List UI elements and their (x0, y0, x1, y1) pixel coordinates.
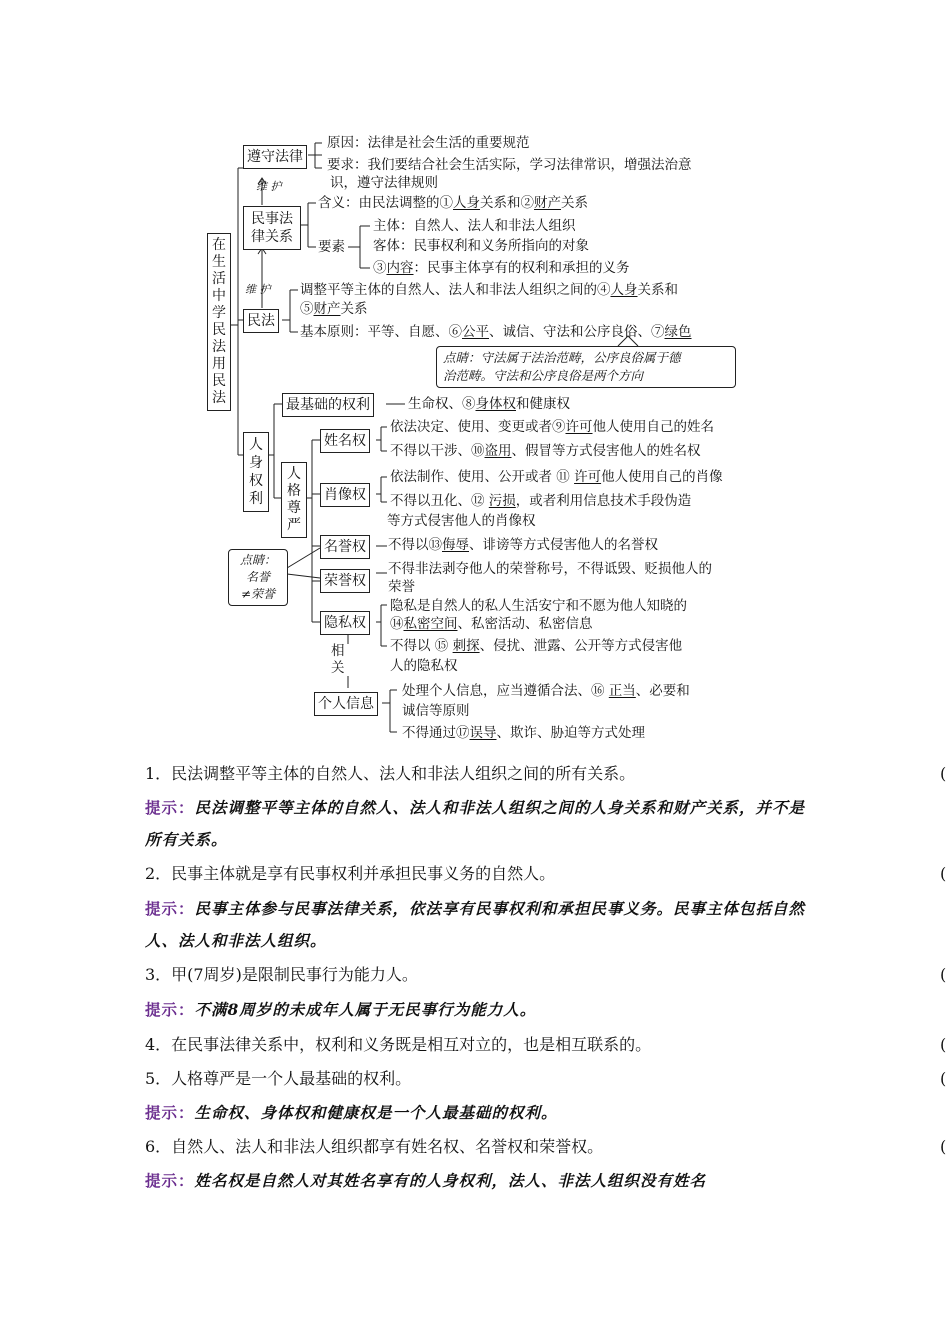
honor-right-box: 荣誉权 (320, 569, 370, 593)
maintain-label-1: 维 护 (256, 180, 282, 193)
obey-law-requirement-2: 识，遵守法律规则 (330, 175, 438, 191)
element-object: 客体：民事权利和义务所指向的对象 (373, 238, 589, 254)
civil-law-adjust-2: ⑤财产关系 (300, 301, 368, 317)
answer-paren-2: ( (940, 864, 947, 883)
name-right-box: 姓名权 (320, 429, 370, 453)
reputation-right-box: 名誉权 (320, 535, 370, 559)
answer-paren-1: ( (940, 764, 947, 783)
civil-law-principles: 基本原则：平等、自愿、⑥公平、诚信、守法和公序良俗、⑦绿色 (300, 324, 692, 340)
personal-info-box: 个人信息 (314, 692, 378, 716)
privacy-right-3: 不得以 ⑮ 刺探、侵扰、泄露、公开等方式侵害他 (390, 638, 683, 654)
repute-honor-note: 点睛： 名誉 ≠荣誉 (228, 549, 288, 606)
question-1: 1．民法调整平等主体的自然人、法人和非法人组织之间的所有关系。 (145, 764, 636, 783)
related-label: 相关 (331, 643, 345, 676)
dignity-box: 人格尊严 (281, 462, 307, 538)
maintain-label-2: 维 护 (245, 283, 271, 296)
hint-1: 提示：民法调整平等主体的自然人、法人和非法人组织之间的人身关系和财产关系，并不是所有关系。 (145, 798, 806, 849)
honor-right-1: 不得非法剥夺他人的荣誉称号，不得诋毁、贬损他人的 (388, 561, 712, 577)
basic-rights-box: 最基础的权利 (282, 393, 374, 417)
personal-info-2: 诚信等原则 (402, 703, 470, 719)
answer-paren-6: ( (940, 1137, 947, 1156)
answer-paren-3: ( (940, 965, 947, 984)
portrait-right-1: 依法制作、使用、公开或者 ⑪ 许可他人使用自己的肖像 (390, 469, 723, 485)
name-right-2: 不得以干涉、⑩盗用、假冒等方式侵害他人的姓名权 (390, 443, 701, 459)
privacy-right-box: 隐私权 (320, 611, 370, 635)
question-3: 3．甲(7周岁)是限制民事行为能力人。 (145, 965, 418, 984)
reputation-right-text: 不得以⑬侮辱、诽谤等方式侵害他人的名誉权 (388, 537, 658, 553)
question-2: 2．民事主体就是享有民事权利并承担民事义务的自然人。 (145, 864, 556, 883)
hint-6: 提示：姓名权是自然人对其姓名享有的人身权利，法人、非法人组织没有姓名 (145, 1171, 707, 1190)
honor-right-2: 荣誉 (388, 579, 415, 595)
answer-paren-4: ( (940, 1035, 947, 1054)
civil-relation-box: 民事法律关系 (243, 206, 301, 250)
answer-paren-5: ( (940, 1069, 947, 1088)
privacy-right-1: 隐私是自然人的私人生活安宁和不愿为他人知晓的 (390, 598, 687, 614)
hint-3: 提示：不满8周岁的未成年人属于无民事行为能力人。 (145, 1000, 537, 1019)
privacy-right-4: 人的隐私权 (390, 658, 458, 674)
personal-info-1: 处理个人信息，应当遵循合法、⑯ 正当、必要和 (402, 683, 690, 699)
personal-info-3: 不得通过⑰误导、欺诈、胁迫等方式处理 (402, 725, 645, 741)
civil-law-box: 民法 (243, 309, 279, 333)
hint-5: 提示：生命权、身体权和健康权是一个人最基础的权利。 (145, 1103, 558, 1122)
hint-2: 提示：民事主体参与民事法律关系，依法享有民事权利和承担民事义务。民事主体包括自然人、法人和非法人组织。 (145, 899, 806, 950)
portrait-right-3: 等方式侵害他人的肖像权 (387, 513, 536, 529)
personal-rights-box: 人身权利 (243, 432, 269, 512)
elements-label: 要素 (318, 239, 345, 255)
element-subject: 主体：自然人、法人和非法人组织 (373, 218, 576, 234)
obey-law-box: 遵守法律 (243, 145, 307, 169)
civil-law-note: 点睛：守法属于法治范畴，公序良俗属于德 治范畴。守法和公序良俗是两个方向 (436, 346, 736, 388)
civil-relation-meaning: 含义：由民法调整的①人身关系和②财产关系 (318, 195, 588, 211)
question-6: 6．自然人、法人和非法人组织都享有姓名权、名誉权和荣誉权。 (145, 1137, 604, 1156)
civil-law-adjust-1: 调整平等主体的自然人、法人和非法人组织之间的④人身关系和 (300, 282, 678, 298)
name-right-1: 依法决定、使用、变更或者⑨许可他人使用自己的姓名 (390, 419, 714, 435)
obey-law-reason: 原因：法律是社会生活的重要规范 (327, 135, 530, 151)
obey-law-requirement-1: 要求：我们要结合社会生活实际，学习法律常识，增强法治意 (327, 157, 692, 173)
basic-rights-text: 生命权、⑧身体权和健康权 (408, 396, 570, 412)
element-content: ③内容：民事主体享有的权利和承担的义务 (373, 260, 630, 276)
privacy-right-2: ⑭私密空间、私密活动、私密信息 (390, 616, 593, 632)
portrait-right-box: 肖像权 (320, 483, 370, 507)
root-box: 在生活中学民法用民法 (207, 233, 231, 411)
question-5: 5．人格尊严是一个人最基础的权利。 (145, 1069, 412, 1088)
portrait-right-2: 不得以丑化、⑫ 污损，或者利用信息技术手段伪造 (390, 493, 692, 509)
question-4: 4．在民事法律关系中，权利和义务既是相互对立的，也是相互联系的。 (145, 1035, 652, 1054)
